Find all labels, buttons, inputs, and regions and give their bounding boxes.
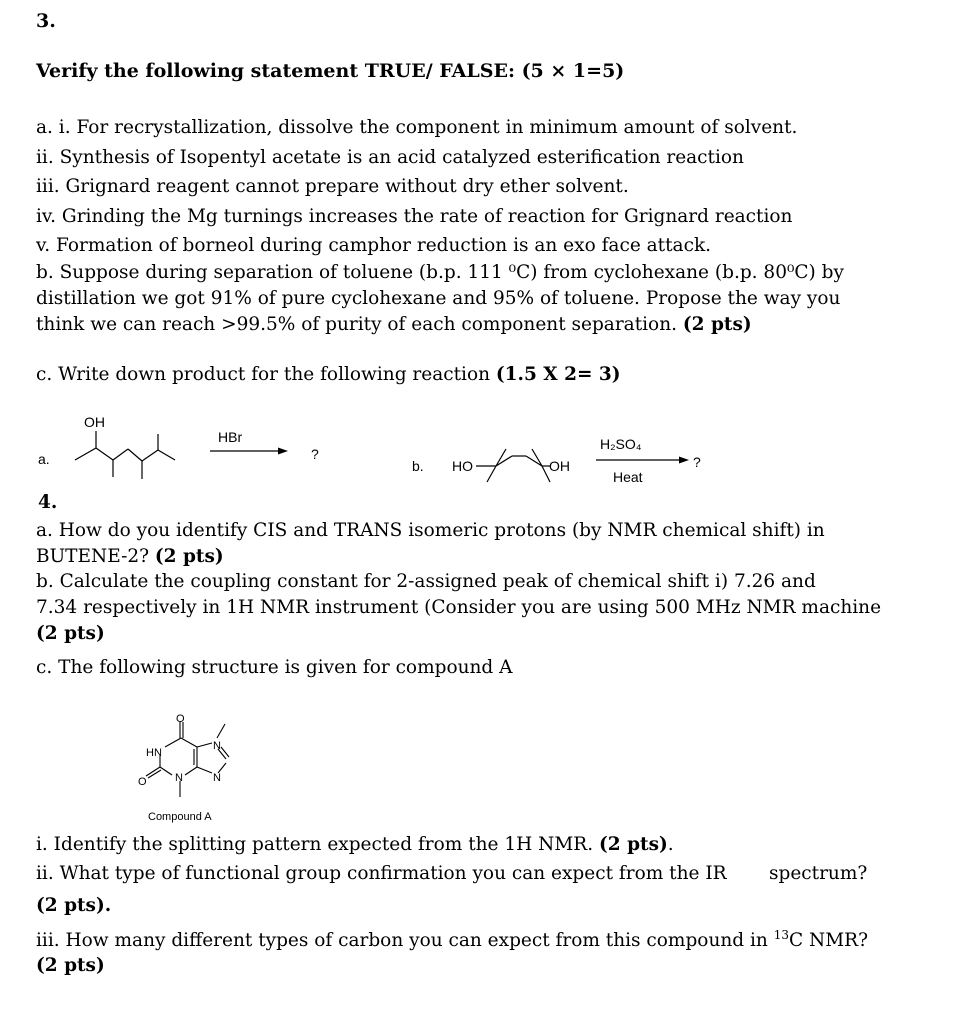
q4-a-question — [36, 518, 886, 570]
q3-b-points: (2 pts) — [682, 314, 752, 335]
reaction-b-reagent: H₂SO₄ — [600, 436, 642, 452]
q4-b-points: (2 pts) — [36, 623, 105, 644]
compound-a-caption: Compound A — [148, 811, 212, 823]
compound-a-n-right: N — [213, 772, 221, 784]
q4-a-line2: BUTENE-2? — [36, 546, 150, 567]
compound-a-n-bottom: N — [175, 772, 183, 784]
q4-c-question: c. The following structure is given for compound A — [36, 657, 513, 678]
reaction-a-arrowhead — [278, 448, 288, 455]
q3-b-line3-wrap — [36, 312, 886, 338]
reaction-b-condition: Heat — [613, 469, 643, 485]
reaction-b-product: ? — [693, 454, 701, 470]
reaction-b-ho-label: HO — [452, 458, 473, 474]
q3-c-text: c. Write down product for the following reaction — [36, 364, 491, 385]
q4-a-line2-wrap — [36, 544, 886, 570]
compound-a-n-top: N — [213, 740, 221, 752]
q4-c-ii: ii. What type of functional group confirmation you can expect from the IR — [36, 863, 727, 884]
statement-i: a. i. For recrystallization, dissolve the component in minimum amount of solvent. — [36, 117, 798, 138]
q3-b-line2: distillation we got 91% of pure cyclohexane and 95% of toluene. Propose the way you — [36, 288, 841, 309]
q4-c-iii-text: iii. How many different types of carbon you can expect from this compound in — [36, 930, 774, 952]
q4-c-ii-tail: spectrum? — [769, 863, 868, 884]
q4-c-iii-points: (2 pts) — [36, 955, 105, 976]
q4-c-i-end: . — [667, 834, 674, 855]
reaction-b-scheme — [400, 420, 730, 490]
reaction-a-product: ? — [311, 446, 319, 462]
q4-b-line1: b. Calculate the coupling constant for 2-assigned peak of chemical shift i) 7.26 and — [36, 571, 816, 592]
statement-iii: iii. Grignard reagent cannot prepare without dry ether solvent. — [36, 176, 629, 197]
q3-b-line1: b. Suppose during separation of toluene (b.p. 111 ⁰C) from cyclohexane (b.p. 80⁰C) by — [36, 262, 844, 283]
reaction-b-label: b. — [412, 458, 424, 474]
q3-a-statements — [36, 113, 886, 261]
reaction-a-reagent: HBr — [218, 429, 243, 445]
q3-c-points: (1.5 X 2= 3) — [495, 364, 621, 385]
reaction-a-scheme — [30, 405, 350, 495]
q3-b-question — [36, 260, 886, 338]
statement-ii: ii. Synthesis of Isopentyl acetate is an acid catalyzed esterification reaction — [36, 146, 744, 168]
question-3-heading: Verify the following statement TRUE/ FALSE: (5 × 1=5) — [36, 60, 625, 82]
reaction-b-skeleton — [476, 449, 550, 482]
question-4-number: 4. — [38, 492, 58, 513]
compound-a-o-left: O — [138, 776, 147, 788]
q3-c-question — [36, 362, 621, 388]
q4-c-iii-text-after: C NMR? — [789, 930, 869, 952]
compound-a-o-top: O — [176, 713, 185, 725]
q4-a-points: (2 pts) — [154, 546, 224, 567]
compound-a-hn: HN — [146, 747, 162, 759]
q4-c-i-text: i. Identify the splitting pattern expected from the 1H NMR. — [36, 834, 594, 855]
q4-c-iii-sup: 13 — [773, 928, 789, 942]
q4-a-line1: a. How do you identify CIS and TRANS isomeric protons (by NMR chemical shift) in — [36, 520, 825, 541]
q4-b-line2: 7.34 respectively in 1H NMR instrument (Consider you are using 500 MHz NMR machine — [36, 597, 882, 618]
reaction-a-oh-label: OH — [84, 414, 105, 430]
q4-c-ii-points: (2 pts). — [36, 895, 112, 916]
statement-v: v. Formation of borneol during camphor reduction is an exo face attack. — [36, 235, 712, 256]
reaction-a-skeleton — [75, 431, 175, 479]
statement-iv: iv. Grinding the Mg turnings increases the rate of reaction for Grignard reaction — [36, 205, 793, 227]
q4-c-iii — [36, 922, 868, 954]
compound-a-structure — [130, 705, 260, 830]
q4-c-i-points: (2 pts) — [599, 834, 668, 855]
reaction-a-label: a. — [38, 451, 50, 467]
reaction-b-arrowhead — [679, 457, 689, 464]
q4-b-question — [36, 569, 886, 647]
reaction-b-oh-label: OH — [549, 458, 570, 474]
q3-b-line3: think we can reach >99.5% of purity of each component separation. — [36, 314, 677, 335]
compound-a-bonds — [146, 722, 229, 797]
q4-c-i — [36, 832, 674, 858]
question-3-number: 3. — [36, 10, 56, 32]
